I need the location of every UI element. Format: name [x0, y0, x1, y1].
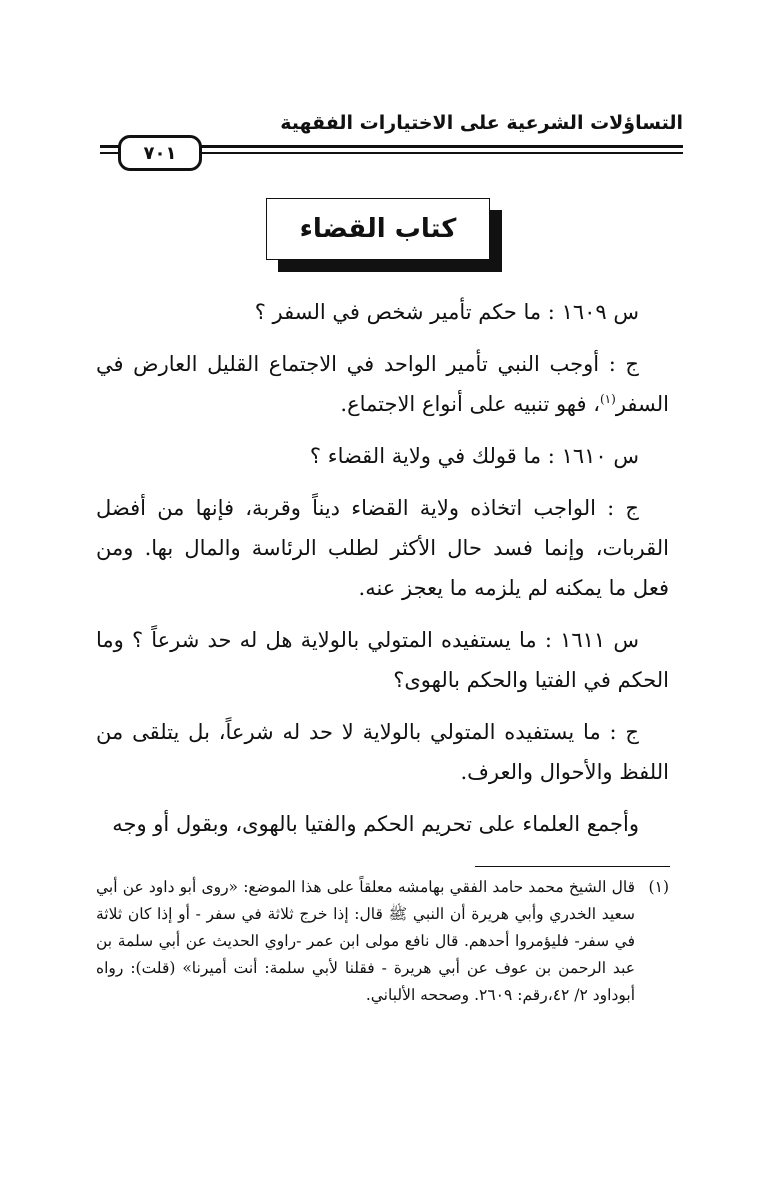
- footnote: [96, 874, 669, 1009]
- footnote-mark: (١): [648, 878, 669, 896]
- answer-1611: ج : ما يستفيده المتولي بالولاية لا حد له شرعاً، بل يتلقى من اللفظ والأحوال والعرف.: [96, 720, 669, 784]
- answer-1611-continued: وأجمع العلماء على تحريم الحكم والفتيا بالهوى، وبقول أو وجه: [112, 812, 639, 836]
- page-body: [96, 292, 669, 856]
- chapter-title-box: [266, 198, 490, 260]
- answer-1609: [96, 344, 669, 424]
- question-1609: س ١٦٠٩ : ما حكم تأمير شخص في السفر ؟: [254, 300, 639, 324]
- question-1611: س ١٦١١ : ما يستفيده المتولي بالولاية هل له حد شرعاً ؟ وما الحكم في الفتيا والحكم بالهوى؟: [96, 628, 669, 692]
- answer-text-continued: ، فهو تنبيه على أنواع الاجتماع.: [340, 392, 600, 416]
- chapter-title: كتاب القضاء: [299, 214, 457, 244]
- answer-1610: ج : الواجب اتخاذه ولاية القضاء ديناً وقربة، فإنها من أفضل القربات، وإنما فسد حال الأكثر لطلب الرئاسة والمال بها. ومن فعل ما يمكنه لم يلزمه ما يعجز عنه.: [96, 496, 669, 600]
- page-number-badge: [118, 135, 202, 171]
- footnote-text: قال الشيخ محمد حامد الفقي بهامشه معلقاً على هذا الموضع: «روى أبو داود عن أبي سعيد الخدري وأبي هريرة أن النبي ﷺ قال: إذا خرج ثلاثة في سفر - أو إذا كان ثلاثة في سفر- فليؤمروا أحدهم. قال نافع مولى ابن عمر -راوي الحديث عن أبي سلمة بن عبد الرحمن بن عوف عن أبي هريرة - فقلنا لأبي سلمة: أنت أميرنا» (قلت): رواه أبوداود ٢/ ٤٢،رقم: ٢٦٠٩. وصححه الألباني.: [96, 878, 635, 1004]
- footnote-reference[interactable]: (١): [599, 392, 616, 406]
- page-number: ٧٠١: [143, 142, 177, 164]
- running-header-title: التساؤلات الشرعية على الاختيارات الفقهية: [280, 112, 683, 134]
- question-1610: س ١٦١٠ : ما قولك في ولاية القضاء ؟: [309, 444, 639, 468]
- footnote-separator: [475, 866, 670, 867]
- answer-text: ج : أوجب النبي تأمير الواحد في الاجتماع القليل العارض في السفر: [96, 352, 669, 416]
